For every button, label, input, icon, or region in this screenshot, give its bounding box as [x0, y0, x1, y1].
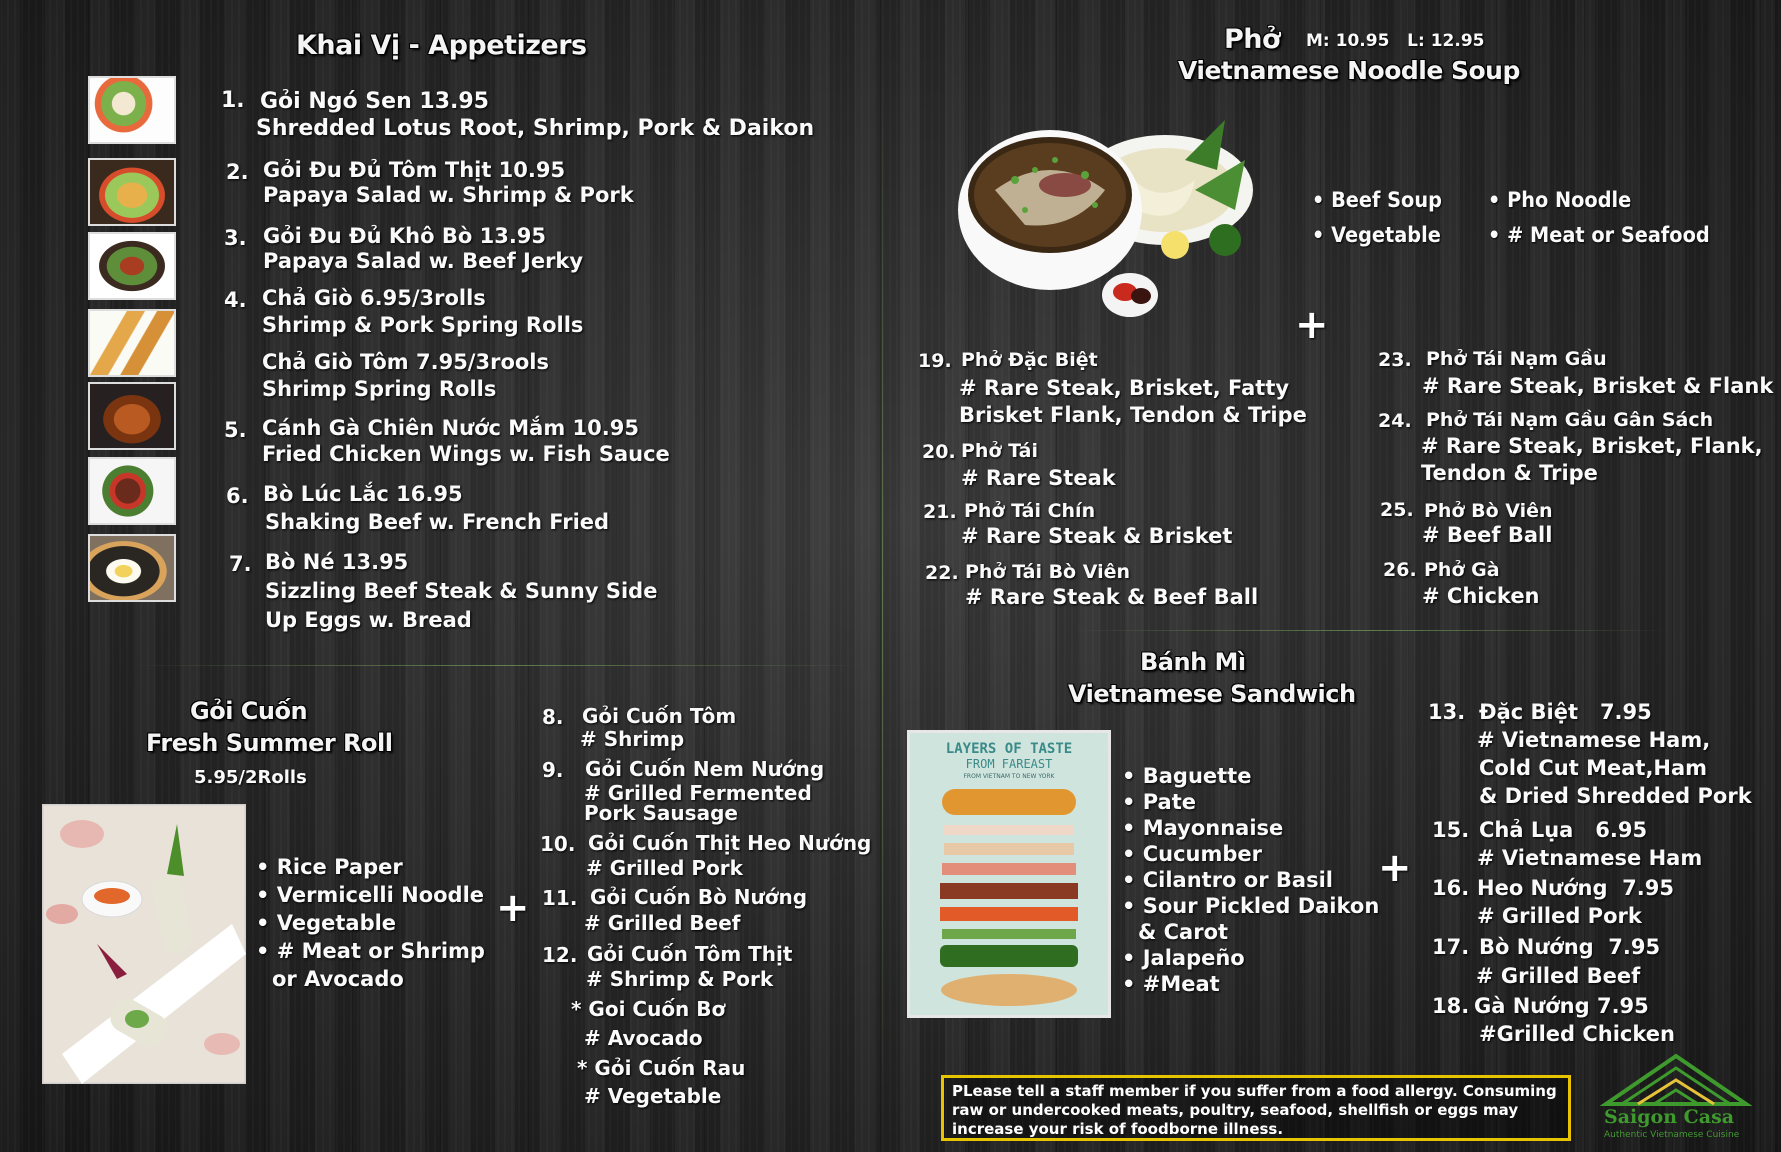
poster-tag: FROM VIETNAM TO NEW YORK — [963, 773, 1055, 780]
banh-mi-18-name: Gà Nướng 7.95 — [1474, 994, 1649, 1018]
pho-19-num: 19. — [918, 350, 952, 372]
appetizer-6-num: 6. — [226, 484, 249, 508]
goi-cuon-11-name: Gỏi Cuốn Bò Nướng — [590, 885, 808, 909]
appetizer-3-num: 3. — [224, 226, 247, 250]
logo-tagline: Authentic Vietnamese Cuisine — [1604, 1130, 1740, 1140]
banh-mi-18-desc: #Grilled Chicken — [1479, 1022, 1675, 1046]
pho-21-num: 21. — [923, 501, 957, 523]
goi-cuon-rau-name: * Gỏi Cuốn Rau — [577, 1056, 746, 1080]
appetizer-7-desc: Sizzling Beef Steak & Sunny Side — [265, 579, 658, 603]
pho-25-desc: # Beef Ball — [1422, 523, 1553, 547]
banh-mi-15-name: Chả Lụa 6.95 — [1479, 818, 1648, 842]
appetizer-6-name: Bò Lúc Lắc 16.95 — [263, 482, 463, 506]
allergy-notice: PLease tell a staff member if you suffer from a food allergy. Consuming raw or undercooked meats, poultry, seafood, shellfish or eggs may increase your risk of foodborne illness. — [941, 1075, 1571, 1141]
goi-cuon-rau-desc: # Vegetable — [584, 1084, 722, 1108]
banh-mi-13-name: Đặc Biệt 7.95 — [1479, 700, 1652, 724]
appetizer-4-desc2: Shrimp Spring Rolls — [262, 377, 497, 401]
pho-25-num: 25. — [1380, 499, 1414, 521]
banh-mi-component-cilantro: • Cilantro or Basil — [1122, 868, 1333, 892]
banh-mi-17-name: Bò Nướng 7.95 — [1479, 935, 1661, 959]
banh-mi-15-num: 15. — [1432, 818, 1470, 842]
pho-bowl-image — [955, 100, 1255, 330]
pho-24-name: Phở Tái Nạm Gầu Gân Sách — [1426, 409, 1714, 431]
appetizer-2-num: 2. — [226, 160, 249, 184]
banh-mi-component-jalapeno: • Jalapeño — [1122, 946, 1245, 970]
appetizer-4-name2: Chả Giò Tôm 7.95/3rools — [262, 350, 549, 374]
goi-cuon-10-name: Gỏi Cuốn Thịt Heo Nướng — [588, 831, 872, 855]
pho-19-desc: # Rare Steak, Brisket, Fatty — [959, 376, 1290, 400]
appetizer-4-name: Chả Giò 6.95/3rolls — [262, 286, 486, 310]
pho-23-desc: # Rare Steak, Brisket & Flank — [1422, 374, 1774, 398]
pho-25-name: Phở Bò Viên — [1424, 500, 1553, 522]
pho-26-desc: # Chicken — [1422, 584, 1540, 608]
pho-20-name: Phở Tái — [961, 440, 1038, 462]
pho-19-desc2: Brisket Flank, Tendon & Tripe — [959, 403, 1307, 427]
goi-cuon-9-num: 9. — [542, 758, 564, 782]
pho-22-num: 22. — [925, 562, 959, 584]
pho-20-desc: # Rare Steak — [961, 466, 1116, 490]
goi-cuon-8-desc: # Shrimp — [580, 727, 685, 751]
pho-21-name: Phở Tái Chín — [964, 500, 1096, 522]
banh-mi-component-meat: • #Meat — [1122, 972, 1220, 996]
poster-sub: FROM FAREAST — [965, 757, 1053, 771]
appetizer-7-name: Bò Né 13.95 — [265, 550, 409, 574]
appetizer-7-desc2: Up Eggs w. Bread — [265, 608, 472, 632]
banh-mi-component-cucumber: • Cucumber — [1122, 842, 1263, 866]
banh-mi-component-carot: & Carot — [1138, 920, 1229, 944]
pho-subtitle: Vietnamese Noodle Soup — [1178, 56, 1520, 85]
goi-cuon-bo-desc: # Avocado — [584, 1026, 703, 1050]
appetizer-1-name: Gỏi Ngó Sen 13.95 — [260, 89, 489, 114]
center-divider — [882, 60, 883, 1120]
banh-mi-15-desc: # Vietnamese Ham — [1477, 846, 1703, 870]
goi-cuon-component-meat: • # Meat or Shrimp — [256, 939, 485, 963]
banh-mi-plus: + — [1378, 845, 1412, 891]
appetizer-2-name: Gỏi Đu Đủ Tôm Thịt 10.95 — [263, 158, 566, 182]
goi-cuon-component-vermicelli: • Vermicelli Noodle — [256, 883, 485, 907]
saigon-casa-logo — [1596, 1052, 1756, 1144]
banh-mi-13-desc: # Vietnamese Ham, — [1477, 728, 1711, 752]
pho-component-beef-soup: • Beef Soup — [1312, 188, 1442, 212]
goi-cuon-8-name: Gỏi Cuốn Tôm — [582, 704, 737, 728]
goi-cuon-12-desc: # Shrimp & Pork — [586, 967, 774, 991]
goi-cuon-bo-name: * Goi Cuốn Bơ — [571, 997, 726, 1021]
appetizer-6-desc: Shaking Beef w. French Fried — [265, 510, 610, 534]
banh-mi-16-num: 16. — [1432, 876, 1470, 900]
banh-mi-component-baguette: • Baguette — [1122, 764, 1252, 788]
thumb-canh-ga — [88, 382, 176, 450]
pho-22-name: Phở Tái Bò Viên — [965, 561, 1131, 583]
goi-cuon-price: 5.95/2Rolls — [194, 767, 307, 788]
thumb-goi-du-du-kho-bo — [88, 232, 176, 300]
goi-cuon-10-desc: # Grilled Pork — [586, 856, 743, 880]
banh-mi-title: Bánh Mì — [1140, 648, 1246, 676]
banh-mi-component-pate: • Pate — [1122, 790, 1197, 814]
right-section-divider — [1070, 630, 1670, 631]
pho-21-desc: # Rare Steak & Brisket — [961, 524, 1233, 548]
poster-title: LAYERS OF TASTE — [945, 741, 1073, 757]
appetizer-4-desc: Shrimp & Pork Spring Rolls — [262, 313, 584, 337]
pho-component-noodle: • Pho Noodle — [1488, 188, 1632, 212]
left-section-divider — [130, 665, 870, 666]
appetizer-1-num: 1. — [221, 88, 245, 113]
goi-cuon-8-num: 8. — [542, 705, 564, 729]
thumb-goi-ngo-sen — [88, 76, 176, 144]
banh-mi-13-num: 13. — [1428, 700, 1466, 724]
banh-mi-16-name: Heo Nướng 7.95 — [1477, 876, 1674, 900]
thumb-bo-ne — [88, 534, 176, 602]
banh-mi-16-desc: # Grilled Pork — [1477, 904, 1642, 928]
pho-22-desc: # Rare Steak & Beef Ball — [965, 585, 1259, 609]
pho-24-desc: # Rare Steak, Brisket, Flank, — [1421, 434, 1763, 458]
pho-19-name: Phở Đặc Biệt — [961, 349, 1098, 371]
goi-cuon-12-num: 12. — [542, 943, 578, 967]
appetizer-3-name: Gỏi Đu Đủ Khô Bò 13.95 — [263, 224, 547, 248]
goi-cuon-component-rice-paper: • Rice Paper — [256, 855, 403, 879]
pho-24-num: 24. — [1378, 410, 1412, 432]
appetizer-3-desc: Papaya Salad w. Beef Jerky — [263, 249, 584, 273]
thumb-goi-du-du-tom-thit — [88, 158, 176, 226]
goi-cuon-11-num: 11. — [542, 886, 578, 910]
pho-24-desc2: Tendon & Tripe — [1421, 461, 1598, 485]
goi-cuon-12-name: Gỏi Cuốn Tôm Thịt — [587, 942, 793, 966]
appetizers-header: Khai Vị - Appetizers — [296, 30, 587, 61]
goi-cuon-plus: + — [496, 885, 530, 931]
goi-cuon-9-desc2: Pork Sausage — [584, 801, 738, 825]
appetizer-7-num: 7. — [229, 552, 252, 576]
mountain-logo-icon — [1596, 1052, 1756, 1108]
goi-cuon-component-avocado: or Avocado — [272, 967, 404, 991]
banh-mi-component-mayonnaise: • Mayonnaise — [1122, 816, 1284, 840]
pho-prices: M: 10.95 L: 12.95 — [1306, 31, 1485, 51]
thumb-cha-gio — [88, 309, 176, 377]
sandwich-layers-illustration — [922, 785, 1096, 1010]
thumb-bo-luc-lac — [88, 457, 176, 525]
appetizer-5-num: 5. — [224, 418, 247, 442]
goi-cuon-11-desc: # Grilled Beef — [584, 911, 741, 935]
pho-26-num: 26. — [1383, 559, 1417, 581]
appetizer-4-num: 4. — [224, 288, 247, 312]
appetizer-1-desc: Shredded Lotus Root, Shrimp, Pork & Daikon — [256, 116, 815, 141]
banh-mi-13-desc3: & Dried Shredded Pork — [1479, 784, 1752, 808]
logo-name: Saigon Casa — [1604, 1106, 1735, 1128]
pho-plus: + — [1295, 302, 1329, 348]
banh-mi-13-desc2: Cold Cut Meat,Ham — [1479, 756, 1708, 780]
appetizer-5-desc: Fried Chicken Wings w. Fish Sauce — [262, 442, 670, 466]
appetizer-5-name: Cánh Gà Chiên Nước Mắm 10.95 — [262, 416, 639, 440]
pho-component-meat: • # Meat or Seafood — [1488, 223, 1710, 247]
banh-mi-18-num: 18. — [1432, 994, 1470, 1018]
goi-cuon-9-name: Gỏi Cuốn Nem Nướng — [585, 757, 825, 781]
goi-cuon-9-desc: # Grilled Fermented — [584, 781, 812, 805]
summer-roll-image — [42, 804, 246, 1084]
pho-title: Phở — [1224, 24, 1281, 55]
banh-mi-component-daikon: • Sour Pickled Daikon — [1122, 894, 1380, 918]
goi-cuon-10-num: 10. — [540, 832, 576, 856]
banh-mi-17-desc: # Grilled Beef — [1476, 964, 1641, 988]
pho-23-num: 23. — [1378, 349, 1412, 371]
banh-mi-subtitle: Vietnamese Sandwich — [1068, 680, 1356, 708]
pho-26-name: Phở Gà — [1424, 559, 1500, 581]
appetizer-2-desc: Papaya Salad w. Shrimp & Pork — [263, 183, 634, 207]
banh-mi-poster — [907, 730, 1111, 1018]
goi-cuon-title: Gỏi Cuốn — [190, 697, 308, 725]
pho-20-num: 20. — [922, 441, 956, 463]
pho-component-vegetable: • Vegetable — [1312, 223, 1441, 247]
goi-cuon-component-vegetable: • Vegetable — [256, 911, 397, 935]
banh-mi-17-num: 17. — [1432, 935, 1470, 959]
goi-cuon-subtitle: Fresh Summer Roll — [146, 729, 393, 757]
pho-23-name: Phở Tái Nạm Gầu — [1426, 348, 1607, 370]
